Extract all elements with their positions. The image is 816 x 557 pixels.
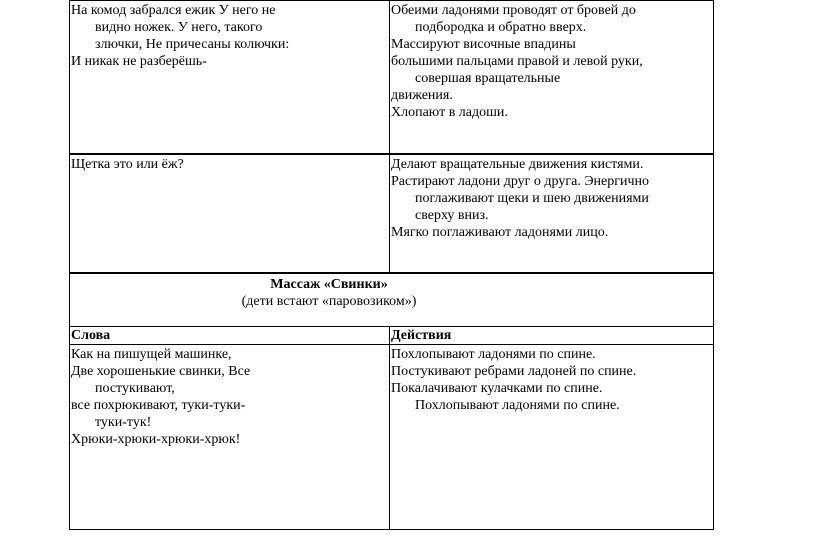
row2-actions-line-3: поглаживают щеки и шею движениями xyxy=(415,191,649,206)
row2-words-line-1: Щетка это или ёж? xyxy=(71,157,184,172)
column-divider-lower xyxy=(389,326,390,530)
row3-actions-line-1: Похлопывают ладонями по спине. xyxy=(391,347,596,362)
table-border-right xyxy=(713,0,714,530)
column-divider-upper xyxy=(389,0,390,273)
row-divider-2 xyxy=(69,272,714,274)
section-subtitle: (дети встают «паровозиком») xyxy=(241,294,417,309)
row2-words-cell xyxy=(71,156,386,173)
section-title: Массаж «Свинки» xyxy=(270,277,388,292)
row1-actions-line-1: Обеими ладонями проводят от бровей до xyxy=(391,3,636,18)
row1-actions-line-5: совершая вращательные xyxy=(415,71,561,86)
row3-words-line-3: постукивают, xyxy=(95,381,175,396)
row3-words-line-5: туки-тук! xyxy=(95,415,152,430)
row1-actions-line-4: большими пальцами правой и левой руки, xyxy=(391,54,643,69)
row-divider-4 xyxy=(69,344,714,345)
row3-words-line-1: Как на пишущей машинке, xyxy=(71,347,232,362)
section-header xyxy=(69,276,589,310)
row1-actions-line-3: Массируют височные впадины xyxy=(391,37,576,52)
row1-words-line-4: И никак не разберёшь- xyxy=(71,54,207,69)
table-border-left xyxy=(69,0,70,530)
row1-words-cell xyxy=(71,2,386,70)
row3-actions-cell xyxy=(391,346,711,414)
row3-words-line-6: Хрюки-хрюки-хрюки-хрюк! xyxy=(71,432,241,447)
row3-words-cell xyxy=(71,346,386,448)
row1-actions-cell xyxy=(391,2,711,121)
row-divider-1 xyxy=(69,153,714,155)
column-header-actions: Действия xyxy=(391,328,452,343)
row3-actions-line-3: Покалачивают кулачками по спине. xyxy=(391,381,603,396)
row3-words-line-2: Две хорошенькие свинки, Все xyxy=(71,364,251,379)
column-header-words: Слова xyxy=(71,328,111,343)
row1-actions-line-7: Хлопают в ладоши. xyxy=(391,105,508,120)
row3-words-line-4: все похрюкивают, туки-туки- xyxy=(71,398,246,413)
row3-actions-line-2: Постукивают ребрами ладоней по спине. xyxy=(391,364,637,379)
row1-words-line-3: злючки, Не причесаны колючки: xyxy=(95,37,290,52)
row3-actions-line-4: Похлопывают ладонями по спине. xyxy=(415,398,620,413)
row1-actions-line-2: подбородка и обратно вверх. xyxy=(415,20,587,35)
row1-words-line-1: На комод забрался ежик У него не xyxy=(71,3,276,18)
table-border-bottom xyxy=(69,529,714,530)
row2-actions-cell xyxy=(391,156,711,241)
row2-actions-line-4: сверху вниз. xyxy=(415,208,489,223)
row2-actions-line-2: Растирают ладони друг о друга. Энергично xyxy=(391,174,650,189)
table-border-top xyxy=(69,0,714,1)
row1-words-line-2: видно ножек. У него, такого xyxy=(95,20,263,35)
row2-actions-line-1: Делают вращательные движения кистями. xyxy=(391,157,644,172)
row1-actions-line-6: движения. xyxy=(391,88,453,103)
row2-actions-line-5: Мягко поглаживают ладонями лицо. xyxy=(391,225,609,240)
